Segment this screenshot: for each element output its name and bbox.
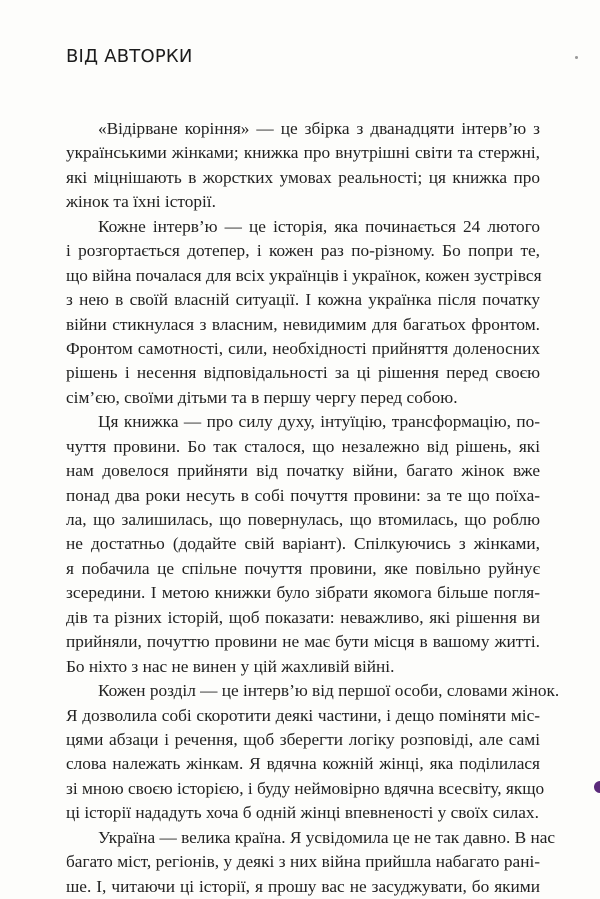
text-line: зсередини. І метою книжки було зібрати якомога більше погля- [66,583,540,603]
text-line: «Відірване коріння» — це збірка з дванадцяти інтерв’ю з [98,119,540,138]
text-line: чуття провини. Бо так сталося, що незалежно від рішень, які [66,436,540,456]
text-line: ла, що залишилась, що повернулась, що втомилась, що роблю [66,510,540,529]
paragraph [66,679,560,826]
text-line: жінок та їхні історії. [66,192,216,212]
text-line: ше. І, читаючи ці історії, я прошу вас не засуджувати, бо якими [66,876,540,896]
text-line: нам довелося прийняти від початку війни, багато жінок вже [66,461,540,481]
text-line: що війна почалася для всіх українців і українок, кожен зустрівся [66,265,542,285]
text-line: і розгортається дотепер, і кожен раз по-різному. Бо попри те, [66,241,540,261]
text-line: зі мною своєю історією, і буду неймовірно вдячна всесвіту, якщо [66,778,545,798]
text-line: Кожен розділ — це інтерв’ю від першої особи, словами жінок. [98,681,560,701]
text-line: багато міст, регіонів, у деякі з них війна прийшла набагато рані- [66,852,540,872]
text-line: Фронтом самотності, сили, необхідності прийняття доленосних [66,338,540,358]
text-line: цями абзаци і речення, щоб зберегти логіку розповіді, але самі [66,729,540,749]
text-line: Бо ніхто з нас не винен у цій жахливій війні. [66,656,395,676]
text-line: Україна — велика країна. Я усвідомила це не так давно. В нас [98,827,556,847]
page-edge-mark [594,781,600,793]
paragraph [66,826,556,899]
text-line: дів та різних історій, щоб показати: неважливо, які рішення ви [66,607,540,627]
text-line: я побачила це спільне почуття провини, яке повільно руйнує [66,558,540,578]
paragraph [66,410,540,679]
scan-speck [575,56,578,59]
text-line: Кожне інтерв’ю — це історія, яка починається 24 лютого [98,216,540,236]
paragraph [66,117,540,215]
text-line: сім’єю, своїми дітьми та в першу чергу перед собою. [66,387,458,407]
text-line: українськими жінками; книжка про внутрішні світи та стержні, [66,143,540,163]
chapter-heading: ВІД АВТОРКИ [66,46,193,67]
text-line: рішень і несення відповідальності за ці рішення перед своєю [66,363,540,383]
text-line: ці історії нададуть хоча б одній жінці впевненості у своїх силах. [66,803,539,823]
text-line: Ця книжка — про силу духу, інтуїцію, трансформацію, по- [98,412,540,432]
body-text [66,117,560,899]
paragraph [66,215,540,411]
text-line: не достатньо (додайте свій варіант). Спілкуючись з жінками, [66,534,540,554]
text-line: війни стикнулася з власним, невидимим для багатьох фронтом. [66,314,540,334]
text-line: які міцнішають в жорстких умовах реальності; ця книжка про [66,167,540,187]
text-line: прийняли, почуттю провини не має бути місця в вашому житті. [66,632,540,652]
text-line: понад два роки несуть в собі почуття провини: за те що поїха- [66,485,540,505]
text-line: слова належать жінкам. Я вдячна кожній жінці, яка поділилася [66,754,540,774]
text-line: Я дозволила собі скоротити деякі частини, і дещо поміняти міс- [66,705,540,725]
text-line: з нею в своїй власній ситуації. І кожна українка після початку [66,290,540,310]
